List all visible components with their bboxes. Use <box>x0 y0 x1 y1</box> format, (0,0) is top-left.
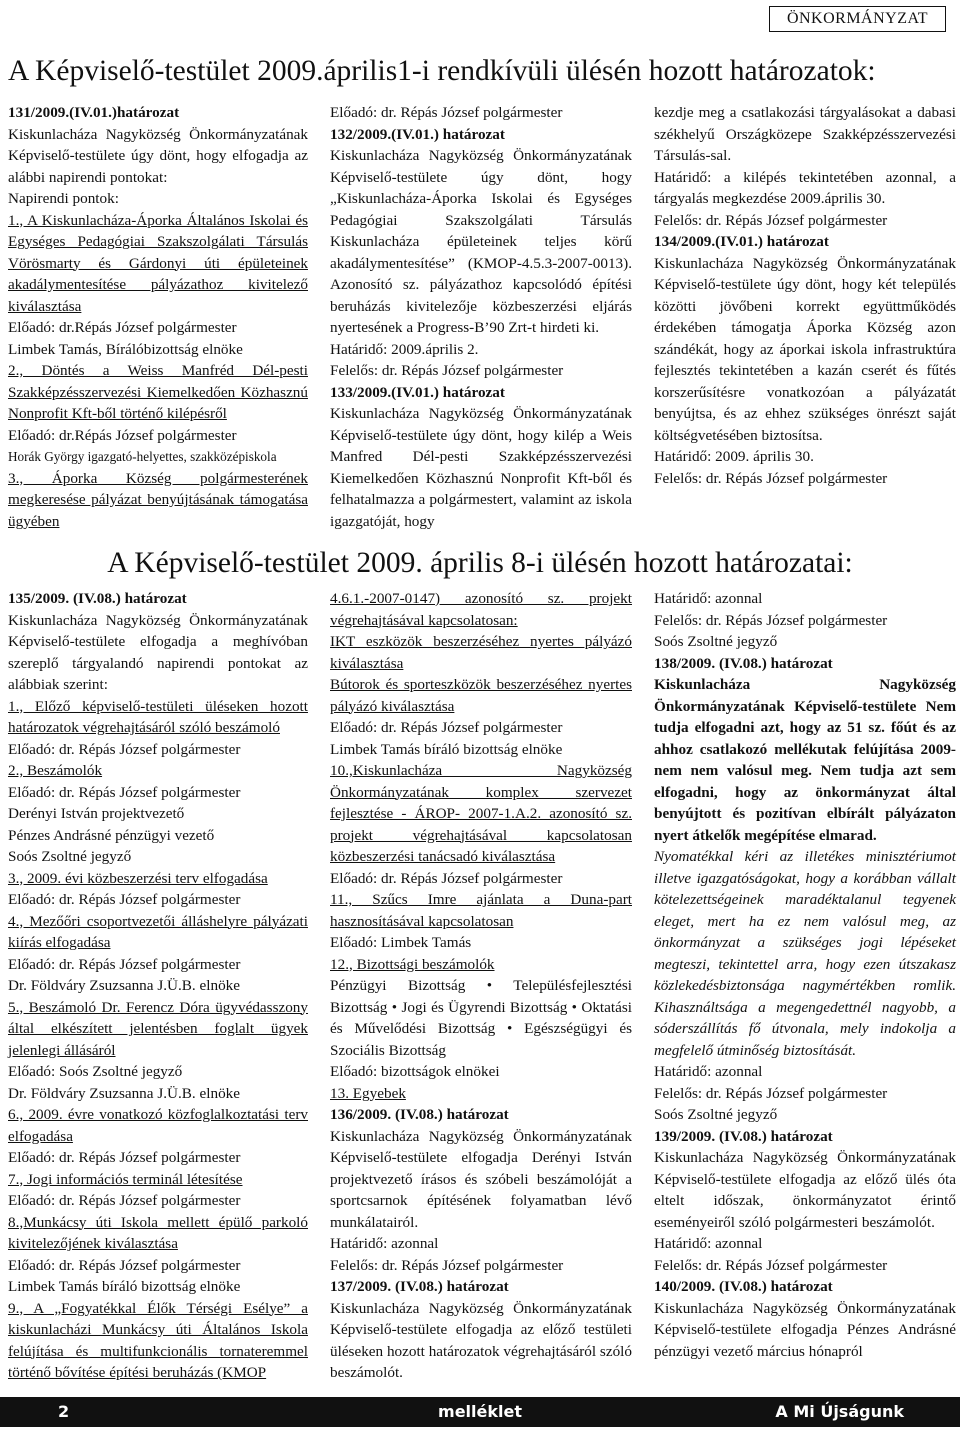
paragraph: Kiskunlacháza Nagyközség Önkormányzatának Képviselő-testülete elfogadja az előző ülés óta eltelt időszak, önkormányzatot érintő eseményeiről szóló polgármesteri beszámolót. <box>654 1149 956 1231</box>
paragraph: 1., A Kiskunlacháza-Áporka Általános Iskolai és Egységes Pedagógiai Szakszolgálati Társulás Vörösmarty és Gárdonyi úti épületeinek akadálymentesítése pályázathoz kivitelező kiválasztása <box>8 211 308 315</box>
paragraph: Kiskunlacháza Nagyközség Önkormányzatának Képviselő-testülete elfogadja a meghívóban szereplő tárgyalandó napirendi pontokat az alábbiak szerint: <box>8 611 308 693</box>
paragraph: Soós Zsoltné jegyző <box>8 848 132 865</box>
paragraph: Előadó: dr.Répás József polgármester <box>8 426 237 444</box>
paragraph: Limbek Tamás, Bírálóbizottság elnöke <box>8 340 243 358</box>
paragraph: Dr. Földváry Zsuzsanna J.Ü.B. elnöke <box>8 977 240 994</box>
paragraph: Felelős: dr. Répás József polgármester <box>330 362 564 379</box>
paragraph: 5., Beszámoló Dr. Ferencz Dóra ügyvédasszony által elkészített jelentésben foglalt ügyek jelenlegi állásáról <box>8 998 308 1059</box>
paragraph: Határidő: a kilépés tekintetében azonnal, a tárgyalás megkezdése 2009.április 30. <box>654 168 956 207</box>
resolution-heading: 137/2009. (IV.08.) határozat <box>330 1278 509 1295</box>
paragraph: Nyomatékkal kéri az illetékes minisztériumot illetve igazgatóságokat, hogy a korábban vállalt kötelezettségeinek maradéktalanul tegyenek eleget, mert ha ez nem valósul meg, az önkormányzat a szükséges jogi lépéseket megteszi, tekintettel arra, hogy ezen útszakasz közlekedésbiztonsága nagymértékben romlik. Kihasználtsága a megengedettnél nagyobb, a sóderszállítás fő útvonala, mely indokolja a megfelelő útminőség biztosítását. <box>654 848 956 1059</box>
bottom-column-2 <box>330 588 632 1384</box>
paragraph: Határidő: azonnal <box>330 1235 439 1252</box>
paragraph: Előadó: dr. Répás József polgármester <box>8 1149 241 1166</box>
paragraph: Pénzes Andrásné pénzügyi vezető <box>8 826 215 844</box>
paragraph: 2., Döntés a Weiss Manfréd Dél-pesti Szakképzésszervezési Kiemelkedően Közhasznú Nonprofit Kft-ből történő kilépésről <box>8 362 308 422</box>
paragraph: Határidő: 2009.április 2. <box>330 340 479 358</box>
paragraph: Határidő: 2009. április 30. <box>654 448 814 465</box>
paragraph: 2., Beszámolók <box>8 762 103 779</box>
paragraph: Felelős: dr. Répás József polgármester <box>654 611 888 629</box>
paragraph: Kiskunlacháza Nagyközség Önkormányzatának Képviselő-testülete elfogadja Pénzes Andrásné pénzügyi vezető március hónapról <box>654 1299 956 1360</box>
paragraph: Derényi István projektvezető <box>8 805 185 822</box>
paragraph: Előadó: Limbek Tamás <box>330 934 472 951</box>
paragraph: Előadó: bizottságok elnökei <box>330 1063 500 1080</box>
paragraph: Soós Zsoltné jegyző <box>654 633 778 650</box>
paragraph: 10.,Kiskunlacháza Nagyközség Önkormányzatának komplex szervezet fejlesztése - ÁROP- 2007-1.A.2. azonosító sz. projekt végrehajtásával kapcsolatosan közbeszerzési tanácsadó kiválasztása <box>330 762 632 865</box>
paragraph: Előadó: dr. Répás József polgármester <box>8 1192 241 1209</box>
paragraph: Előadó: Soós Zsoltné jegyző <box>8 1063 183 1080</box>
paragraph: 1., Előző képviselő-testületi üléseken hozott határozatok végrehajtásáról szóló beszámoló <box>8 697 308 736</box>
paragraph: Felelős: dr. Répás József polgármester <box>654 469 888 487</box>
footer-supplement: melléklet <box>438 1402 522 1421</box>
resolution-heading: 132/2009.(IV.01.) határozat <box>330 125 505 143</box>
paragraph: Előadó: dr. Répás József polgármester <box>330 104 563 121</box>
resolution-heading: 135/2009. (IV.08.) határozat <box>8 590 187 607</box>
paragraph: Horák György igazgató-helyettes, szakközépiskola <box>8 449 277 464</box>
paragraph: Kiskunlacháza Nagyközség Önkormányzatának Képviselő-testülete elfogadja az előző testületi üléseken hozott határozatok végrehajtásáról szóló beszámolót. <box>330 1299 632 1381</box>
headline-april-8: A Képviselő-testület 2009. április 8-i ülésén hozott határozatai: <box>107 547 853 579</box>
page-number: 2 <box>58 1402 70 1421</box>
paragraph: Előadó: dr. Répás József polgármester <box>8 955 241 973</box>
paragraph: Bútorok és sporteszközök beszerzéséhez nyertes pályázó kiválasztása <box>330 676 632 715</box>
resolution-heading: 140/2009. (IV.08.) határozat <box>654 1278 833 1295</box>
paragraph: 4., Mezőőri csoportvezetői álláshelyre pályázati kiírás elfogadása <box>8 912 308 951</box>
resolution-heading: 138/2009. (IV.08.) határozat <box>654 654 833 672</box>
headline-april-1: A Képviselő-testület 2009.április1-i rendkívüli ülésén hozott határozatok: <box>8 55 876 87</box>
paragraph: Felelős: dr. Répás József polgármester <box>654 1084 888 1102</box>
bottom-column-3 <box>654 588 956 1362</box>
paragraph: Kiskunlacháza Nagyközség Önkormányzatának Képviselő-testülete elfogadja Derényi István projektvezető írásos és szóbeli beszámolóját a sportcsarnok építésének folyamatban lévő munkálatairól. <box>330 1127 632 1231</box>
paragraph: 6., 2009. évre vonatkozó közfoglalkoztatási terv elfogadása <box>8 1106 308 1145</box>
paragraph: Kiskunlacháza Nagyközség Önkormányzatának Képviselő-testülete úgy dönt, hogy két település közötti jövőbeni korrekt együttműködés érdekében támogatja Áporka Község azon szándékát, hogy az áporkai iskola infrastruktúra fejlesztés tekintetében a kazán cserét és fűtés korszerűsítésre vonatkozóan a pályázatát benyújtsa, és az ehhez szükséges önrészt saját költségvetésében biztosítsa. <box>654 254 956 444</box>
resolution-heading: 133/2009.(IV.01.) határozat <box>330 383 505 401</box>
paragraph: Kiskunlacháza Nagyközség Önkormányzatának Képviselő-testülete Nem tudja elfogadni azt, hogy az 51 sz. főút és az ahhoz csatlakozó mellékutak felújítása 2009-nem nem valósul meg. Nem tudja azt sem elfogadni, hogy az önkormányzat által benyújtott és pozitívan elbírált pályázaton nyert átkelők megépítése elmarad. <box>654 676 956 844</box>
top-column-1 <box>8 102 308 532</box>
top-column-2 <box>330 102 632 532</box>
paragraph: Határidő: azonnal <box>654 1235 763 1252</box>
paragraph: 9., A „Fogyatékkal Élők Térségi Esélye” a kiskunlacházi Munkácsy úti Általános Iskola felújítása és multifunkcionális tornateremmel történő bővítése építési beruházás (KMOP <box>8 1299 308 1381</box>
paragraph: Limbek Tamás bíráló bizottság elnöke <box>8 1278 241 1295</box>
section-label: ÖNKORMÁNYZAT <box>769 6 946 32</box>
top-column-3 <box>654 102 956 489</box>
resolution-heading: 134/2009.(IV.01.) határozat <box>654 233 829 250</box>
paragraph: Határidő: azonnal <box>654 590 763 607</box>
paragraph: 11., Szűcs Imre ajánlata a Duna-part hasznosításával kapcsolatosan <box>330 891 632 930</box>
footer-newspaper-name: A Mi Újságunk <box>775 1402 904 1421</box>
paragraph: Dr. Földváry Zsuzsanna J.Ü.B. elnöke <box>8 1084 240 1102</box>
paragraph: 3., Áporka Község polgármesterének megkeresése pályázat benyújtásának támogatása ügyében <box>8 469 308 530</box>
paragraph: Kiskunlacháza Nagyközség Önkormányzatának Képviselő-testülete úgy dönt, hogy „Kiskunlacháza-Áporka Iskolai és Egységes Pedagógiai Szakszolgálati Társulás Kiskunlacháza épületeinek teljes körű akadálymentesítése” (KMOP-4.5.3-2007-0013). Azonosító sz. pályázathoz kapcsolódó építési beruházás kivitelezője közbeszerzési eljárás nyertesének a Progress-B’90 Zrt-t hirdeti ki. <box>330 147 632 336</box>
paragraph: Előadó: dr. Répás József polgármester <box>8 891 241 908</box>
paragraph: 12., Bizottsági beszámolók <box>330 955 495 973</box>
paragraph: Pénzügyi Bizottság • Településfejlesztési Bizottság • Jogi és Ügyrendi Bizottság • Oktatási és Művelődési Bizottság • Egészségügyi és Szociális Bizottság <box>330 977 632 1059</box>
paragraph: 3., 2009. évi közbeszerzési terv elfogadása <box>8 869 268 887</box>
paragraph: 13. Egyebek <box>330 1084 406 1102</box>
paragraph: 4.6.1.-2007-0147) azonosító sz. projekt végrehajtásával kapcsolatosan: <box>330 590 632 629</box>
paragraph: Előadó: dr. Répás József polgármester <box>330 869 563 887</box>
bottom-column-1 <box>8 588 308 1384</box>
paragraph: 8.,Munkácsy úti Iskola mellett épülő parkoló kivitelezőjének kiválasztása <box>8 1213 308 1252</box>
paragraph: IKT eszközök beszerzéséhez nyertes pályázó kiválasztása <box>330 633 632 672</box>
paragraph: Határidő: azonnal <box>654 1063 763 1080</box>
paragraph: Előadó: dr. Répás József polgármester <box>8 1256 241 1274</box>
paragraph: kezdje meg a csatlakozási tárgyalásokat a dabasi székhelyű Országközepe Szakképzésszervezési Társulás-sal. <box>654 104 956 164</box>
paragraph: Előadó: dr. Répás József polgármester <box>8 783 241 801</box>
resolution-heading: 131/2009.(IV.01.)határozat <box>8 104 180 121</box>
paragraph: Előadó: dr. Répás József polgármester <box>330 719 563 736</box>
paragraph: Előadó: dr.Répás József polgármester <box>8 319 237 336</box>
paragraph: Limbek Tamás bíráló bizottság elnöke <box>330 740 563 758</box>
paragraph: Soós Zsoltné jegyző <box>654 1106 778 1123</box>
paragraph: Felelős: dr. Répás József polgármester <box>330 1256 564 1274</box>
paragraph: Napirendi pontok: <box>8 190 119 207</box>
paragraph: Felelős: dr. Répás József polgármester <box>654 211 888 229</box>
paragraph: Felelős: dr. Répás József polgármester <box>654 1256 888 1274</box>
paragraph: Kiskunlacháza Nagyközség Önkormányzatának Képviselő-testülete úgy dönt, hogy elfogadja az alábbi napirendi pontokat: <box>8 125 308 186</box>
resolution-heading: 136/2009. (IV.08.) határozat <box>330 1106 509 1123</box>
paragraph: Előadó: dr. Répás József polgármester <box>8 740 241 758</box>
paragraph: Kiskunlacháza Nagyközség Önkormányzatának Képviselő-testülete úgy dönt, hogy kilép a Weis Manfred Dél-pesti Szakképzésszervezési Kiemelkedően Közhasznú Nonprofit Kft-ből és felhatalmazza a polgármestert, valamint az iskola igazgatóját, hogy <box>330 405 632 530</box>
resolution-heading: 139/2009. (IV.08.) határozat <box>654 1127 833 1145</box>
paragraph: 7., Jogi információs terminál létesítése <box>8 1170 243 1188</box>
footer-bar <box>0 1397 960 1427</box>
